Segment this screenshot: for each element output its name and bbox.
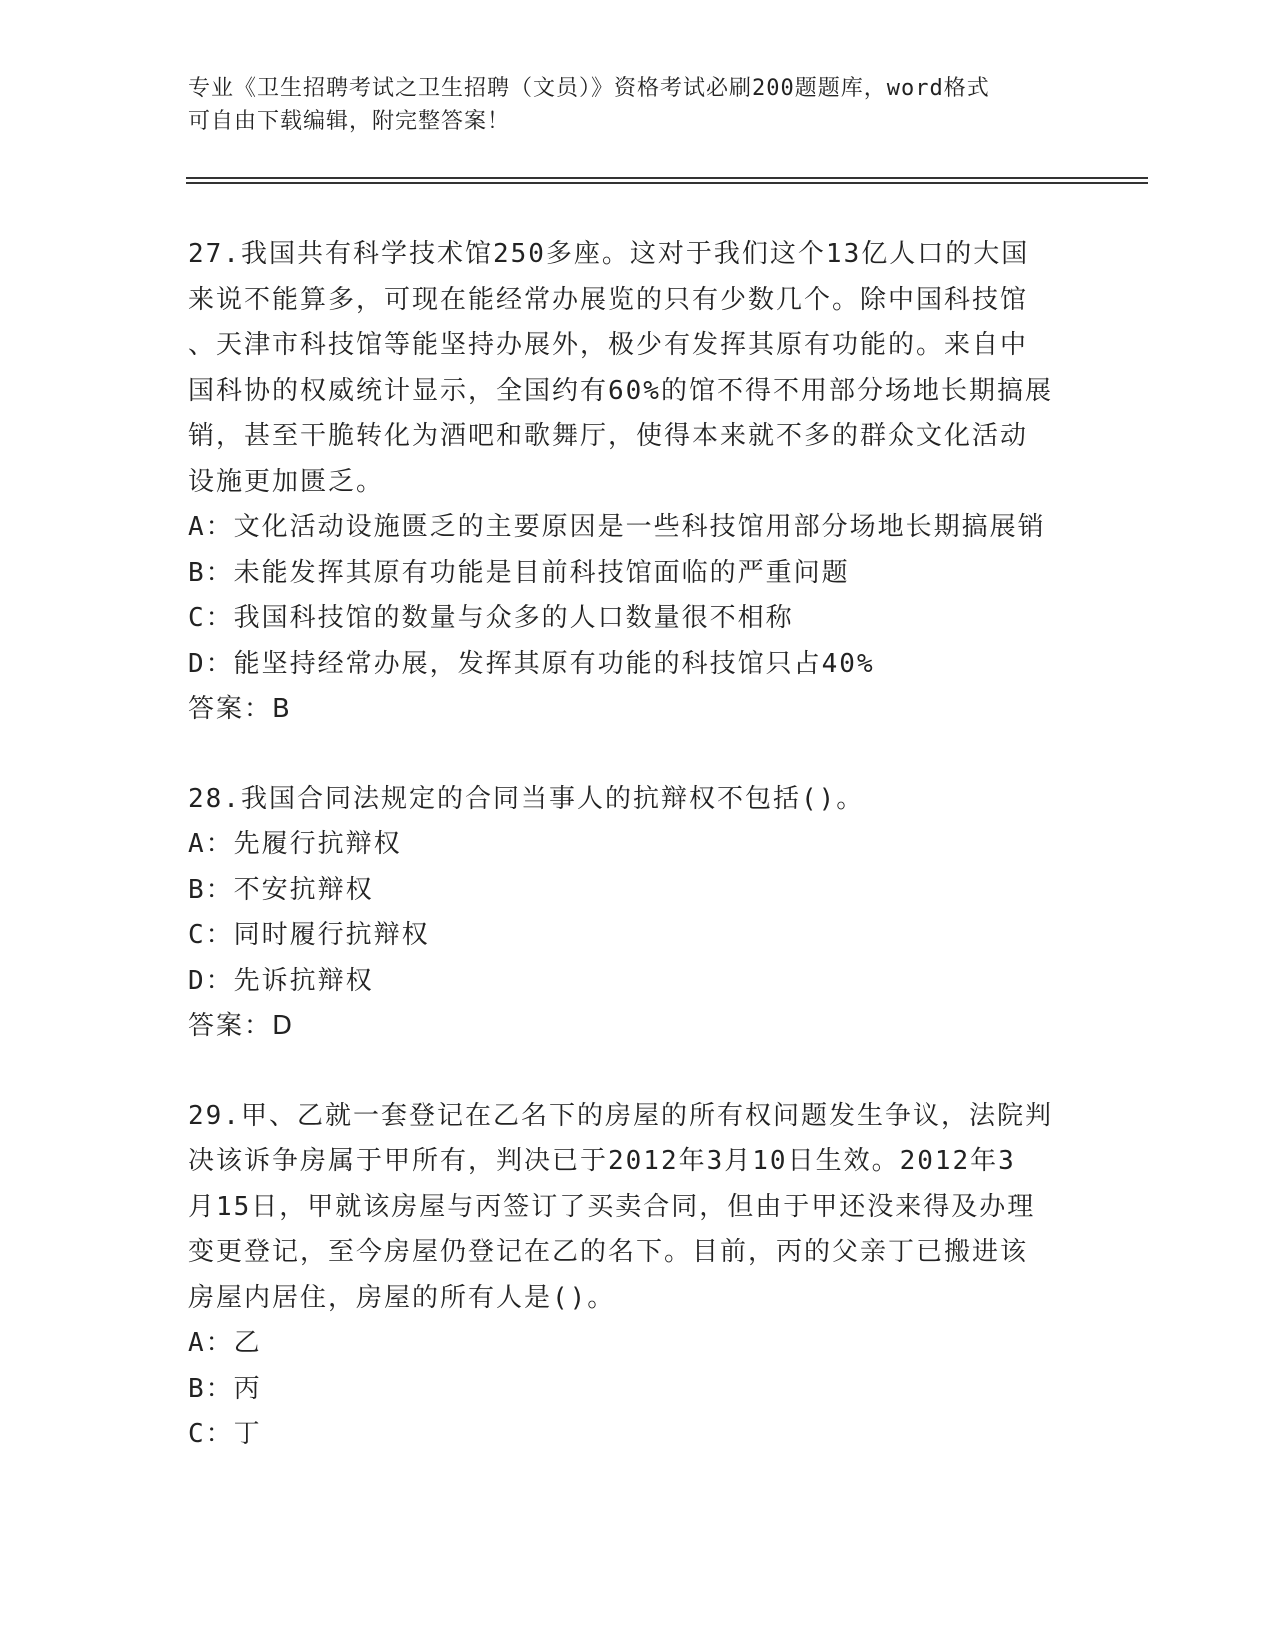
answer-line: 答案：D [188, 1011, 295, 1041]
option-a: A：乙 [188, 1328, 262, 1358]
question-stem-line: 变更登记，至今房屋仍登记在乙的名下。目前，丙的父亲丁已搬进该 [188, 1237, 1029, 1267]
header-divider-bottom [186, 182, 1148, 184]
header-line-1: 专业《卫生招聘考试之卫生招聘（文员）》资格考试必刷200题题库，word格式 [188, 76, 990, 101]
question-stem-line: 月15日，甲就该房屋与丙签订了买卖合同，但由于甲还没来得及办理 [188, 1191, 1036, 1222]
header-divider-top [186, 177, 1148, 179]
question-stem-line: 设施更加匮乏。 [188, 466, 385, 497]
option-c: C：我国科技馆的数量与众多的人口数量很不相称 [188, 603, 794, 633]
question-stem-line: 房屋内居住，房屋的所有人是()。 [188, 1282, 616, 1313]
header-line-2: 可自由下载编辑，附完整答案！ [188, 109, 511, 134]
question-stem-line: 27.我国共有科学技术馆250多座。这对于我们这个13亿人口的大国 [188, 239, 1030, 269]
question-stem-line: 、天津市科技馆等能坚持办展外，极少有发挥其原有功能的。来自中 [188, 330, 1029, 360]
question-stem-line: 决该诉争房属于甲所有，判决已于2012年3月10日生效。2012年3 [188, 1146, 1016, 1176]
answer-line: 答案：B [188, 694, 292, 724]
question-list [188, 232, 1088, 1502]
option-b: B：不安抗辩权 [188, 874, 374, 905]
option-b: B：丙 [188, 1373, 262, 1404]
option-a: A：文化活动设施匮乏的主要原因是一些科技馆用部分场地长期搞展销 [188, 512, 1046, 542]
document-header [188, 72, 1068, 138]
option-d: D：先诉抗辩权 [188, 965, 374, 996]
question-stem-line: 销，甚至干脆转化为酒吧和歌舞厅，使得本来就不多的群众文化活动 [188, 421, 1029, 451]
option-d: D：能坚持经常办展，发挥其原有功能的科技馆只占40% [188, 648, 875, 679]
question-29 [188, 1094, 1088, 1458]
question-28 [188, 777, 1088, 1050]
option-c: C：同时履行抗辩权 [188, 920, 430, 950]
question-stem-line: 29.甲、乙就一套登记在乙名下的房屋的所有权问题发生争议，法院判 [188, 1100, 1053, 1131]
question-27 [188, 232, 1088, 733]
question-stem-line: 28.我国合同法规定的合同当事人的抗辩权不包括()。 [188, 783, 865, 814]
option-b: B：未能发挥其原有功能是目前科技馆面临的严重问题 [188, 557, 850, 588]
question-stem-line: 国科协的权威统计显示，全国约有60%的馆不得不用部分场地长期搞展 [188, 375, 1053, 406]
option-a: A：先履行抗辩权 [188, 829, 402, 859]
question-stem-line: 来说不能算多，可现在能经常办展览的只有少数几个。除中国科技馆 [188, 284, 1029, 315]
option-c: C：丁 [188, 1419, 262, 1449]
